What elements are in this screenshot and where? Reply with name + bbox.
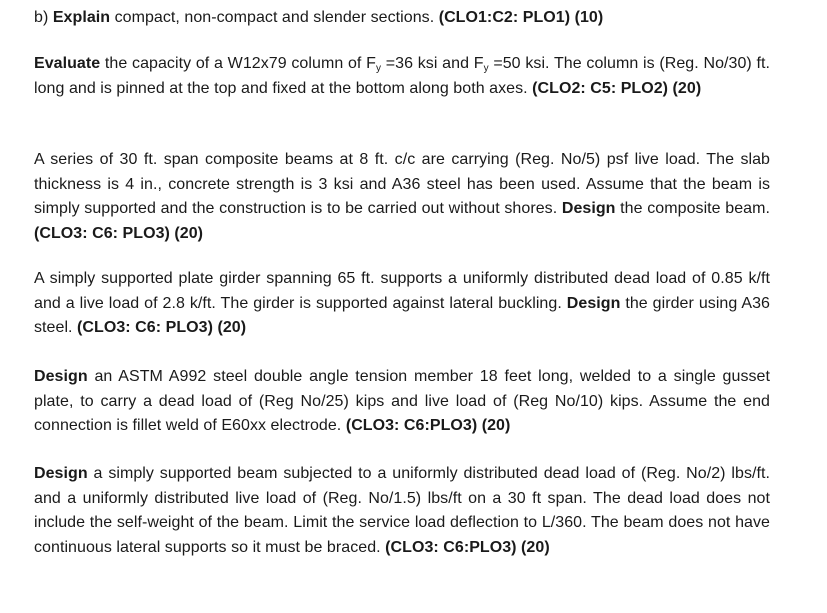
q2-verb: Design xyxy=(561,200,616,217)
q5-verb: Design xyxy=(34,465,88,482)
question-composite-beam xyxy=(34,148,770,246)
question-tension-member xyxy=(34,365,770,439)
q4-text: an ASTM A992 steel double angle tension member 18 feet long, welded to a single gusset plate, to carry a dead load of (Reg No/25) kips and live load of (Reg No/10) kips. Assume the end connection is fillet weld of E60xx electrode. xyxy=(34,368,770,434)
q2-marks: (CLO3: C6: PLO3) (20) xyxy=(34,224,204,242)
question-braced-beam xyxy=(34,462,770,560)
question-b-prefix: b) xyxy=(34,9,53,26)
q5-marks: (CLO3: C6:PLO3) (20) xyxy=(385,538,550,556)
q1-text-3: =50 ksi. The column is (Reg. No/30) ft. long and is pinned at the top and fixed at the bottom along both axes. xyxy=(34,55,770,97)
question-plate-girder xyxy=(34,267,770,341)
question-b-verb: Explain xyxy=(52,9,111,26)
q1-sub-1: y xyxy=(375,63,382,74)
q4-marks: (CLO3: C6:PLO3) (20) xyxy=(345,417,511,434)
q1-text-2: =36 ksi and F xyxy=(381,55,484,72)
question-column-capacity xyxy=(34,52,770,101)
q2-text-2: the composite beam. xyxy=(615,200,770,217)
q1-verb: Evaluate xyxy=(34,55,101,72)
question-b-text: compact, non-compact and slender sections. xyxy=(110,9,439,26)
q3-text: A simply supported plate girder spanning 65 ft. supports a uniformly distributed dead load of 0.85 k/ft and a live load of 2.8 k/ft. The girder is supported against lateral buckling. xyxy=(34,270,770,312)
q1-text-1: the capacity of a W12x79 column of F xyxy=(100,55,376,72)
q5-text: a simply supported beam subjected to a uniformly distributed dead load of (Reg. No/2) lbs/ft. and a uniformly distributed live load of (Reg. No/1.5) lbs/ft on a 30 ft span. The dead load does not include the self-weight of the beam. Limit the service load deflection to L/360. The beam does not have continuous lateral supports so it must be braced. xyxy=(34,465,770,556)
q2-text: A series of 30 ft. span composite beams at 8 ft. c/c are carrying (Reg. No/5) psf live load. The slab thickness is 4 in., concrete strength is 3 ksi and A36 steel has been used. Assume that the beam is simply supported and the construction is to be carried out without shores. xyxy=(34,151,770,217)
q3-text-2: the girder using A36 steel. xyxy=(34,294,770,336)
question-b-marks: (CLO1:C2: PLO1) (10) xyxy=(438,9,604,26)
q3-verb: Design xyxy=(566,294,621,312)
q1-sub-2: y xyxy=(483,63,489,74)
q3-marks: (CLO3: C6: PLO3) (20) xyxy=(77,319,247,336)
q4-verb: Design xyxy=(34,368,88,385)
q1-marks: (CLO2: C5: PLO2) (20) xyxy=(532,79,702,97)
question-b xyxy=(34,6,814,31)
